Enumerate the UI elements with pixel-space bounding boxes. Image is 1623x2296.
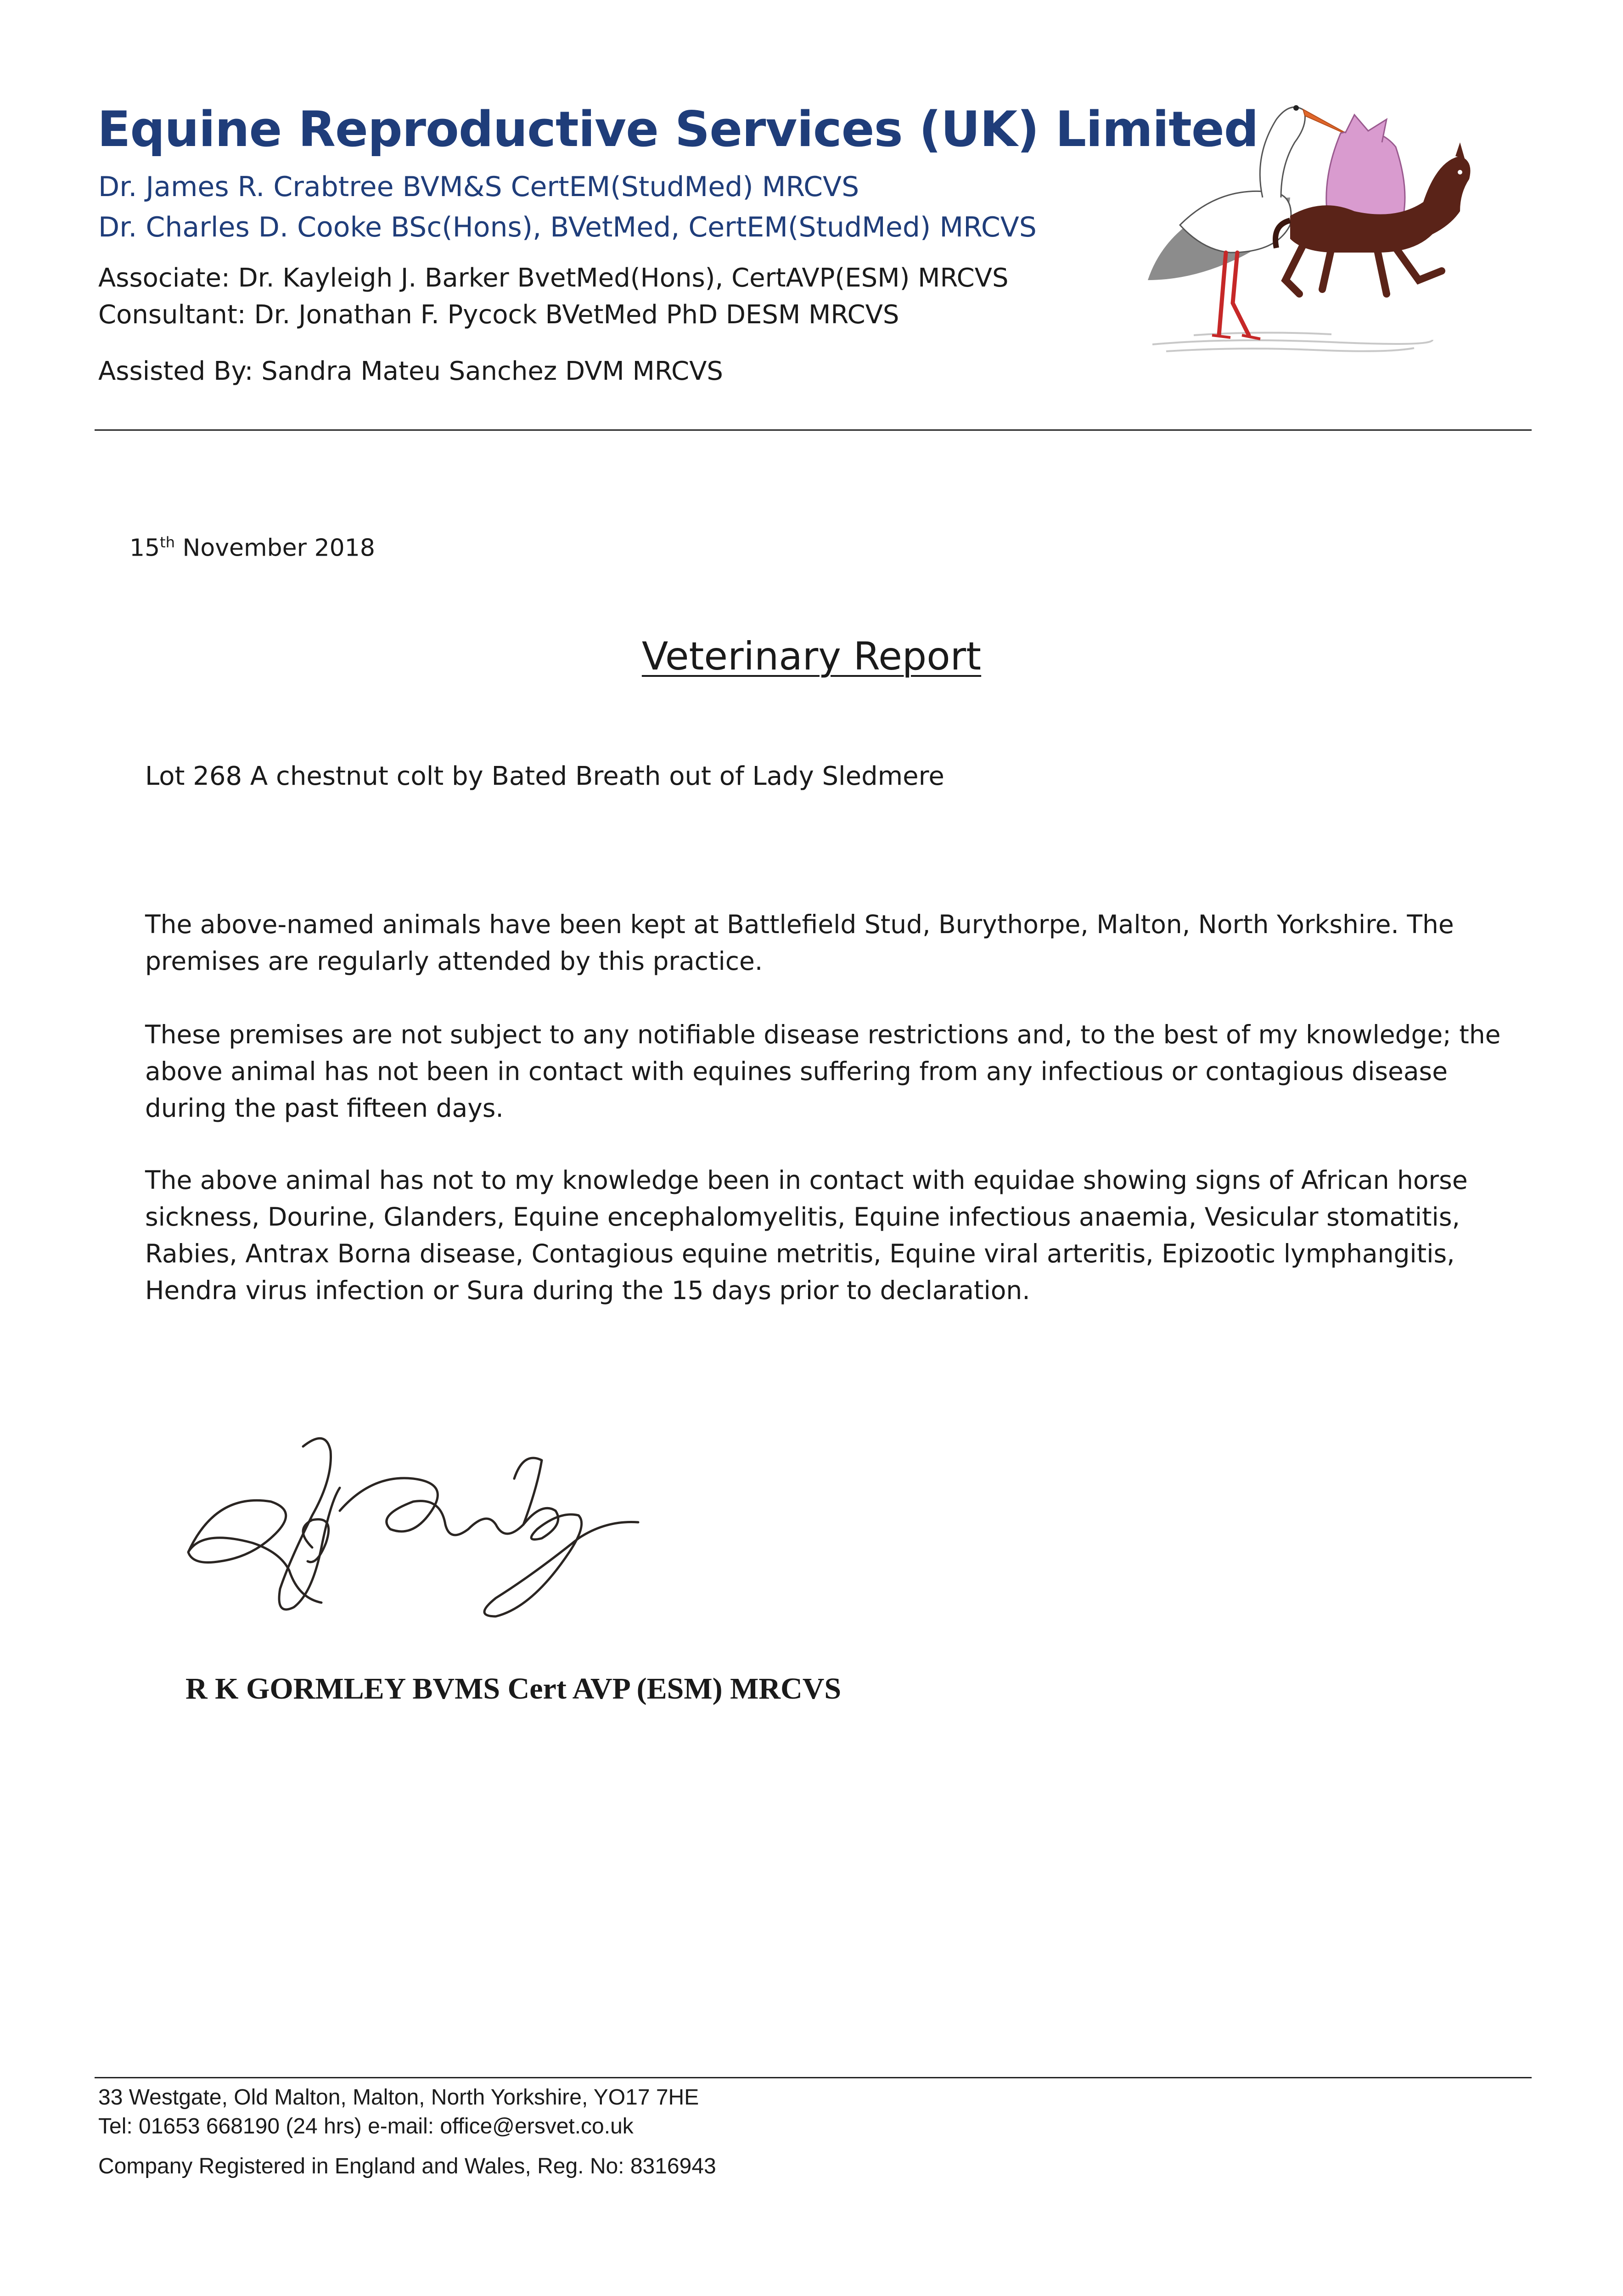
date-day: 15 — [129, 534, 160, 562]
letter-date — [129, 534, 375, 562]
footer-contact: Tel: 01653 668190 (24 hrs) e-mail: office@ersvet.co.uk — [98, 2114, 634, 2138]
stork-carrying-foal-logo — [1139, 87, 1492, 358]
paragraph-diseases: The above animal has not to my knowledge been in contact with equidae showing signs of African horse sickness, Dourine, Glanders, Equine encephalomyelitis, Equine infectious anaemia, Vesicular stomatitis, Rabies, Antrax Borna disease, Contagious equine metritis, Equine viral arteritis, Epizootic lymphangitis, Hendra virus infection or Sura during the 15 days prior to declaration. — [145, 1165, 1468, 1305]
header-divider — [95, 429, 1532, 431]
date-suffix: th — [160, 534, 175, 551]
report-title: Veterinary Report — [641, 634, 982, 679]
consultant-line: Consultant: Dr. Jonathan F. Pycock BVetMed PhD DESM MRCVS — [98, 300, 899, 330]
vet-2: Dr. Charles D. Cooke BSc(Hons), BVetMed, CertEM(StudMed) MRCVS — [98, 211, 1037, 243]
date-month-year: November 2018 — [175, 534, 375, 562]
footer-registration: Company Registered in England and Wales, Reg. No: 8316943 — [98, 2154, 716, 2178]
vet-1: Dr. James R. Crabtree BVM&S CertEM(StudMed) MRCVS — [98, 171, 859, 203]
paragraph-restrictions: These premises are not subject to any notifiable disease restrictions and, to the best of my knowledge; the above animal has not been in contact with equines suffering from any infectious or contagious disease during the past fifteen days. — [145, 1020, 1501, 1123]
signatory-name: R K GORMLEY BVMS Cert AVP (ESM) MRCVS — [185, 1672, 842, 1705]
company-name: Equine Reproductive Services (UK) Limited — [97, 101, 1258, 158]
paragraph-premises: The above-named animals have been kept at Battlefield Stud, Burythorpe, Malton, North Yorkshire. The premises are regularly attended by this practice. — [145, 910, 1454, 976]
footer-divider — [95, 2077, 1532, 2078]
lot-description: Lot 268 A chestnut colt by Bated Breath out of Lady Sledmere — [145, 761, 944, 791]
handwritten-signature — [174, 1424, 652, 1639]
assisted-by-line: Assisted By: Sandra Mateu Sanchez DVM MRCVS — [98, 356, 723, 386]
associate-line: Associate: Dr. Kayleigh J. Barker BvetMed(Hons), CertAVP(ESM) MRCVS — [98, 263, 1009, 293]
footer-address: 33 Westgate, Old Malton, Malton, North Yorkshire, YO17 7HE — [98, 2085, 699, 2110]
